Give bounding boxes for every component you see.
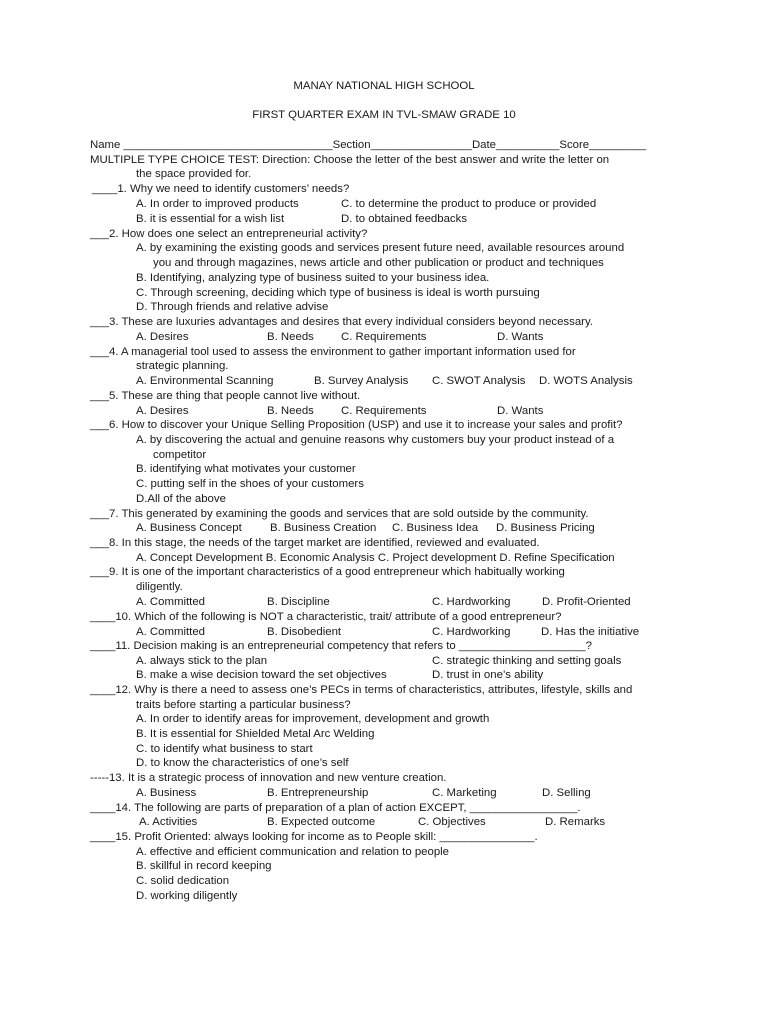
question-4-option-c: C. SWOT Analysis	[432, 375, 526, 387]
question-13-option-c: C. Marketing	[432, 787, 497, 799]
question-15-option-c: C. solid dedication	[136, 875, 230, 887]
question-8-stem: ___8. In this stage, the needs of the target market are identified, reviewed and evaluated.	[90, 537, 540, 549]
question-5-stem: ___5. These are thing that people cannot live without.	[90, 390, 361, 402]
question-5-option-c: C. Requirements	[341, 405, 427, 417]
question-2-option-a: A. by examining the existing goods and services present future need, available resources around	[136, 242, 625, 254]
question-13-option-a: A. Business	[136, 787, 197, 799]
question-1-option-c: C. to determine the product to produce or provided	[341, 198, 597, 210]
question-15-option-a: A. effective and efficient communication and relation to people	[136, 846, 450, 858]
question-2-option-a-cont: you and through magazines, news article and other publication or product and techniques	[153, 257, 604, 269]
question-6-option-a: A. by discovering the actual and genuine reasons why customers buy your product instead of a	[136, 434, 615, 446]
question-3-option-d: D. Wants	[497, 331, 544, 343]
question-4-option-a: A. Environmental Scanning	[136, 375, 274, 387]
question-6-option-d: D.All of the above	[136, 493, 226, 505]
question-6-option-b: B. identifying what motivates your customer	[136, 463, 356, 475]
question-6-stem: ___6. How to discover your Unique Selling Proposition (USP) and use it to increase your sales and profit?	[90, 419, 623, 431]
question-3-option-a: A. Desires	[136, 331, 189, 343]
question-2-stem: ___2. How does one select an entrepreneurial activity?	[90, 228, 368, 240]
directions-line-1: MULTIPLE TYPE CHOICE TEST: Direction: Choose the letter of the best answer and write the letter on	[90, 154, 610, 166]
question-11-stem: ____11. Decision making is an entrepreneurial competency that refers to ____________________?	[90, 640, 592, 652]
question-14-option-d: D. Remarks	[545, 816, 606, 828]
question-12-stem: ____12. Why is there a need to assess one’s PECs in terms of characteristics, attributes, lifestyle, skills and	[90, 684, 633, 696]
question-4-stem-cont: strategic planning.	[136, 360, 229, 372]
question-11-option-c: C. strategic thinking and setting goals	[432, 655, 622, 667]
question-6-option-a-cont: competitor	[153, 449, 207, 461]
question-11-option-d: D. trust in one’s ability	[432, 669, 544, 681]
question-10-option-d: D. Has the initiative	[541, 626, 640, 638]
question-15-stem: ____15. Profit Oriented: always looking for income as to People skill: _______________.	[90, 831, 538, 843]
question-7-stem: ___7. This generated by examining the goods and services that are sold outside by the community.	[90, 508, 589, 520]
student-info-line: Name _________________________________Section________________Date__________Score_________	[90, 139, 647, 151]
question-2-option-c: C. Through screening, deciding which type of business is ideal is worth pursuing	[136, 287, 540, 299]
question-5-option-b: B. Needs	[267, 405, 314, 417]
question-13-option-d: D. Selling	[542, 787, 591, 799]
question-7-option-b: B. Business Creation	[270, 522, 377, 534]
question-14-stem: ____14. The following are parts of preparation of a plan of action EXCEPT, _________________.	[90, 802, 581, 814]
question-1-option-b: B. it is essential for a wish list	[136, 213, 285, 225]
question-9-option-a: A. Committed	[136, 596, 205, 608]
question-13-option-b: B. Entrepreneurship	[267, 787, 369, 799]
question-3-option-c: C. Requirements	[341, 331, 427, 343]
question-9-stem-cont: diligently.	[136, 581, 183, 593]
question-9-option-d: D. Profit-Oriented	[542, 596, 631, 608]
question-7-option-d: D. Business Pricing	[496, 522, 595, 534]
question-4-stem: ___4. A managerial tool used to assess the environment to gather important information used for	[90, 346, 576, 358]
question-15-option-b: B. skillful in record keeping	[136, 860, 272, 872]
question-11-option-a: A. always stick to the plan	[136, 655, 268, 667]
question-12-option-c: C. to identify what business to start	[136, 743, 313, 755]
question-14-option-a: A. Activities	[139, 816, 198, 828]
question-7-option-a: A. Business Concept	[136, 522, 242, 534]
question-9-stem: ___9. It is one of the important characteristics of a good entrepreneur which habitually working	[90, 566, 565, 578]
directions-line-2: the space provided for.	[136, 168, 252, 180]
question-2-option-d: D. Through friends and relative advise	[136, 301, 329, 313]
question-3-option-b: B. Needs	[267, 331, 314, 343]
question-10-option-a: A. Committed	[136, 626, 205, 638]
question-9-option-b: B. Discipline	[267, 596, 330, 608]
school-name: MANAY NATIONAL HIGH SCHOOL	[293, 80, 475, 92]
question-10-stem: ____10. Which of the following is NOT a characteristic, trait/ attribute of a good entrepreneur?	[90, 611, 562, 623]
question-4-option-b: B. Survey Analysis	[314, 375, 409, 387]
question-13-stem: -----13. It is a strategic process of innovation and new venture creation.	[90, 772, 447, 784]
question-10-option-b: B. Disobedient	[267, 626, 342, 638]
question-15-option-d: D. working diligently	[136, 890, 238, 902]
question-5-option-d: D. Wants	[497, 405, 544, 417]
question-14-option-c: C. Objectives	[418, 816, 486, 828]
question-2-option-b: B. Identifying, analyzing type of business suited to your business idea.	[136, 272, 490, 284]
question-12-stem-cont: traits before starting a particular business?	[136, 699, 351, 711]
question-1-option-d: D. to obtained feedbacks	[341, 213, 468, 225]
question-8-options: A. Concept Development B. Economic Analysis C. Project development D. Refine Specification	[136, 552, 615, 564]
question-4-option-d: D. WOTS Analysis	[539, 375, 633, 387]
question-3-stem: ___3. These are luxuries advantages and desires that every individual considers beyond necessary.	[90, 316, 593, 328]
question-6-option-c: C. putting self in the shoes of your customers	[136, 478, 364, 490]
question-11-option-b: B. make a wise decision toward the set objectives	[136, 669, 387, 681]
question-12-option-a: A. In order to identify areas for improvement, development and growth	[136, 713, 490, 725]
question-9-option-c: C. Hardworking	[432, 596, 511, 608]
question-7-option-c: C. Business Idea	[392, 522, 479, 534]
question-10-option-c: C. Hardworking	[432, 626, 511, 638]
question-5-option-a: A. Desires	[136, 405, 189, 417]
question-12-option-b: B. It is essential for Shielded Metal Arc Welding	[136, 728, 375, 740]
question-12-option-d: D. to know the characteristics of one’s self	[136, 757, 349, 769]
question-14-option-b: B. Expected outcome	[267, 816, 376, 828]
question-1-option-a: A. In order to improved products	[136, 198, 299, 210]
exam-title: FIRST QUARTER EXAM IN TVL-SMAW GRADE 10	[252, 109, 516, 121]
question-1-stem: ____1. Why we need to identify customers’ needs?	[92, 183, 350, 195]
